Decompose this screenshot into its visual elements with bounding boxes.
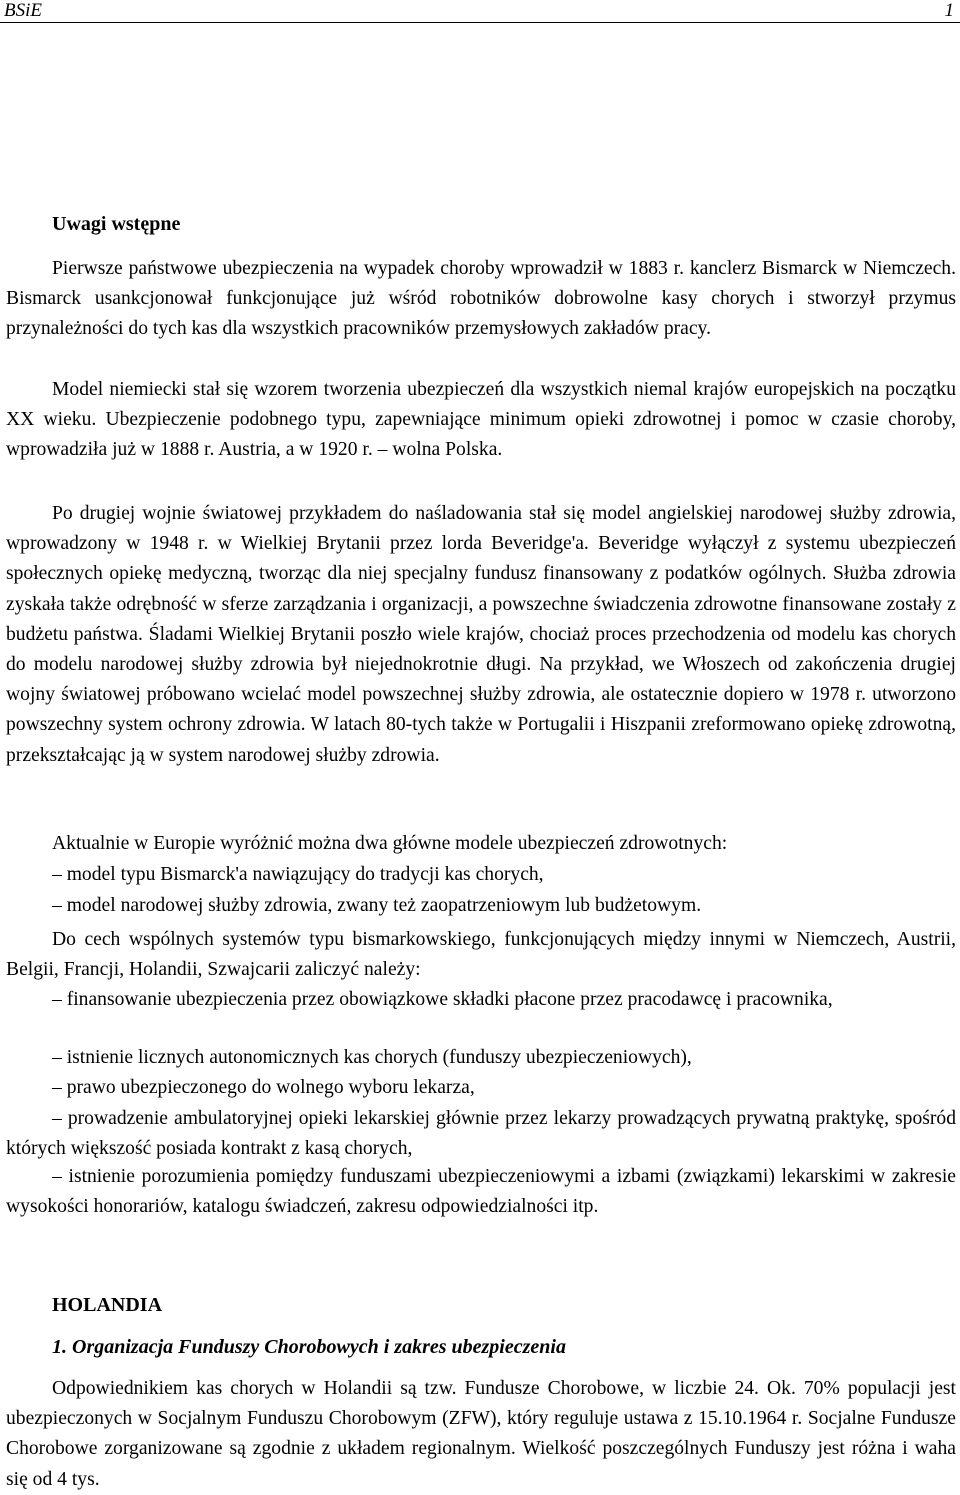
header-publication-code: BSiE [4,0,42,21]
list-item-model: – model typu Bismarck'a nawiązujący do tradycji kas chorych, [52,864,544,885]
section-title-intro: Uwagi wstępne [52,213,181,235]
list-item-feature: – prawo ubezpieczonego do wolnego wyboru lekarza, [52,1077,475,1098]
header-page-number: 1 [944,0,954,21]
list-item-feature: – prowadzenie ambulatoryjnej opieki lekarskiej głównie przez lekarzy prowadzących prywatną praktykę, spośród których większość posiada kontrakt z kasą chorych, [6,1108,956,1160]
paragraph-intro-2: Model niemiecki stał się wzorem tworzenia ubezpieczeń dla wszystkich niemal krajów europejskich na początku XX wieku. Ubezpieczenie podobnego typu, zapewniające minimum opieki zdrowotnej i pomoc w czasie choroby, wprowadziła już w 1888 r. Austria, a w 1920 r. – wolna Polska. [6,379,956,461]
paragraph-holandia-1: Odpowiednikiem kas chorych w Holandii są tzw. Fundusze Chorobowe, w liczbie 24. Ok. 70% populacji jest ubezpieczonych w Socjalnym Funduszu Chorobowym (ZFW), który reguluje ustawa z 15.10.1964 r. Socjalne Fundusze Chorobowe zorganizowane są zgodnie z układem regionalnym. Wielkość poszczególnych Funduszy jest różna i waha się od 4 tys. [6,1378,956,1490]
list-item-feature: – finansowanie ubezpieczenia przez obowiązkowe składki płacone przez pracodawcę i pracownika, [52,989,833,1010]
list-item-feature: – istnienie porozumienia pomiędzy funduszami ubezpieczeniowymi a izbami (związkami) lekarskimi w zakresie wysokości honorariów, katalogu świadczeń, zakresu odpowiedzialności itp. [6,1166,956,1218]
paragraph-intro-1: Pierwsze państwowe ubezpieczenia na wypadek choroby wprowadził w 1883 r. kanclerz Bismarck w Niemczech. Bismarck usankcjonował funkcjonujące już wśród robotników dobrowolne kasy chorych i stworzył przymus przynależności do tych kas dla wszystkich pracowników przemysłowych zakładów pracy. [6,258,956,340]
paragraph-intro-4: Aktualnie w Europie wyróżnić można dwa główne modele ubezpieczeń zdrowotnych: [52,833,728,854]
subsection-title: 1. Organizacja Funduszy Chorobowych i zakres ubezpieczenia [52,1336,566,1358]
running-header [0,0,960,23]
list-item-model: – model narodowej służby zdrowia, zwany też zaopatrzeniowym lub budżetowym. [52,895,702,916]
section-title-holandia: HOLANDIA [52,1294,163,1316]
paragraph-intro-5: Do cech wspólnych systemów typu bismarkowskiego, funkcjonujących między innymi w Niemczech, Austrii, Belgii, Francji, Holandii, Szwajcarii zaliczyć należy: [6,929,956,981]
list-item-feature: – istnienie licznych autonomicznych kas chorych (funduszy ubezpieczeniowych), [52,1047,692,1068]
paragraph-intro-3: Po drugiej wojnie światowej przykładem do naśladowania stał się model angielskiej narodowej służby zdrowia, wprowadzony w 1948 r. w Wielkiej Brytanii przez lorda Beveridge'a. Beveridge wyłączył z systemu ubezpieczeń społecznych opiekę medyczną, tworząc dla niej specjalny fundusz finansowany z podatków ogólnych. Służba zdrowia zyskała także odrębność w sferze zarządzania i organizacji, a powszechne świadczenia zdrowotne finansowane zostały z budżetu państwa. Śladami Wielkiej Brytanii poszło wiele krajów, chociaż proces przechodzenia od modelu kas chorych do modelu narodowej służby zdrowia był niejednokrotnie długi. Na przykład, we Włoszech od zakończenia drugiej wojny światowej próbowano wcielać model powszechnej służby zdrowia, ale ostatecznie dopiero w 1978 r. utworzono powszechny system ochrony zdrowia. W latach 80-tych także w Portugalii i Hiszpanii zreformowano opiekę zdrowotną, przekształcając ją w system narodowej służby zdrowia. [6,503,956,766]
